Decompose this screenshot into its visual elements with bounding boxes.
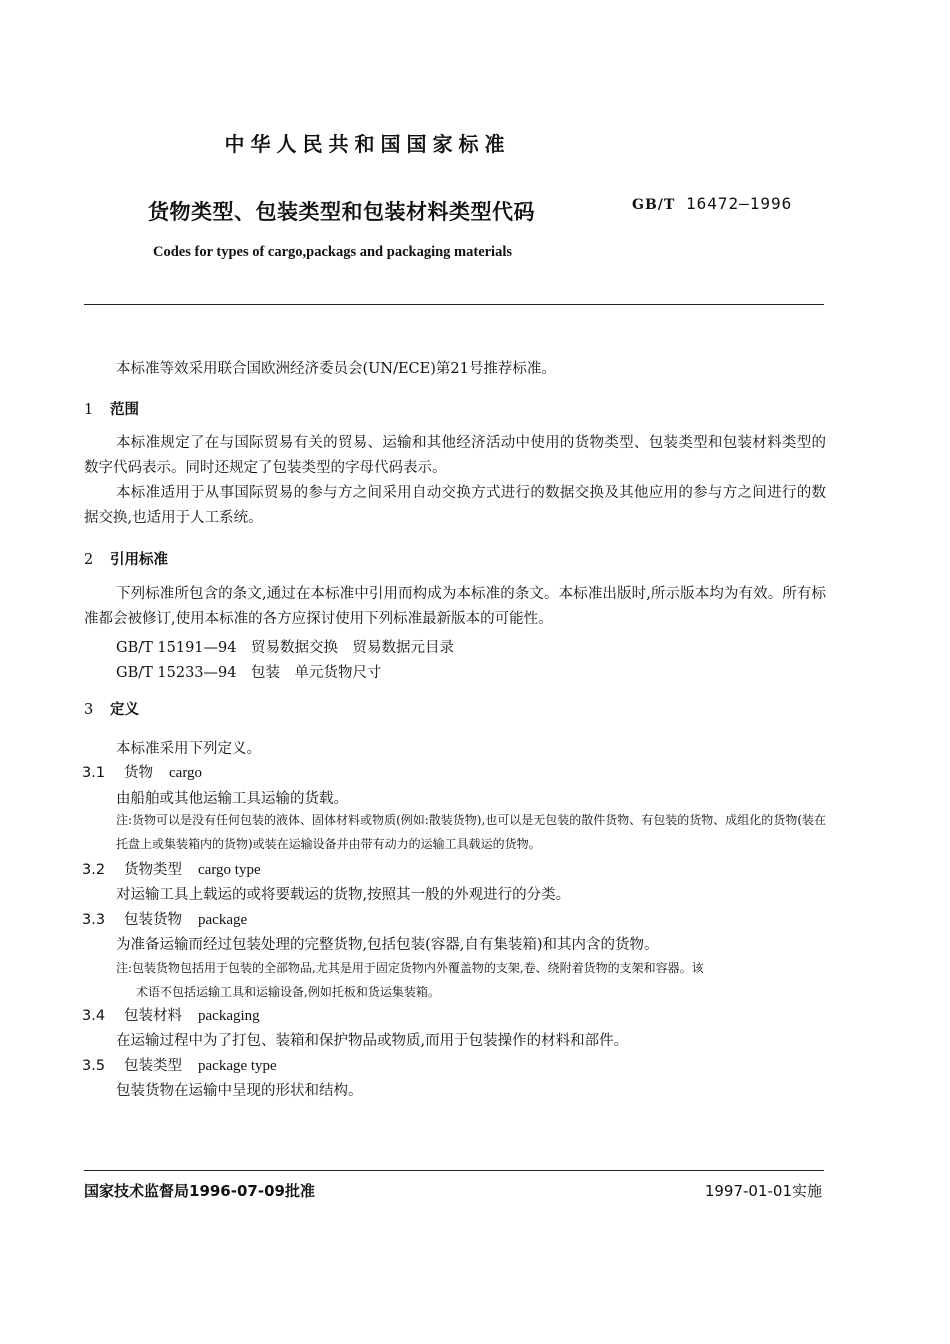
term-3-2-definition: 对运输工具上载运的或将要载运的货物,按照其一般的外观进行的分类。	[116, 887, 571, 903]
term-3-3-note-line-1: 注:包装货物包括用于包装的全部物品,尤其是用于固定货物内外覆盖物的支架,卷、绕附着货物的支架和容器。该	[116, 961, 704, 975]
term-en: package type	[198, 1058, 277, 1074]
term-number: 3.2	[82, 862, 106, 878]
section-3-title: 定义	[110, 702, 139, 718]
term-3-1-heading	[82, 761, 202, 782]
term-3-3-heading	[82, 908, 247, 929]
section-2-title: 引用标准	[110, 552, 168, 568]
implementation-date: 1997-01-01实施	[704, 1182, 822, 1200]
national-standard-heading: 中华人民共和国国家标准	[224, 132, 511, 156]
document-title-en: Codes for types of cargo,packags and packaging materials	[153, 244, 513, 260]
document-title-cn: 货物类型、包装类型和包装材料类型代码	[148, 200, 535, 224]
term-number: 3.5	[82, 1058, 106, 1074]
standard-code	[632, 194, 792, 213]
term-3-3-definition: 为准备运输而经过包装处理的完整货物,包括包装(容器,自有集装箱)和其内含的货物。	[116, 937, 659, 953]
term-number: 3.1	[82, 765, 106, 781]
term-3-1-note: 注:货物可以是没有任何包装的液体、固体材料或物质(例如:散装货物),也可以是无包装的散件货物、有包装的货物、成组化的货物(装在托盘上或集装箱内的货物)或装在运输设备并由带有动力的运输工具载运的货物。	[116, 813, 826, 851]
section-2-paragraph-1: 下列标准所包含的条文,通过在本标准中引用而构成为本标准的条文。本标准出版时,所示版本均为有效。所有标准都会被修订,使用本标准的各方应探讨使用下列标准最新版本的可能性。	[84, 586, 826, 627]
term-cn: 包装货物	[124, 912, 182, 928]
section-3-intro: 本标准采用下列定义。	[116, 741, 261, 757]
term-number: 3.4	[82, 1008, 106, 1024]
approval-date: 国家技术监督局1996-07-09批准	[84, 1182, 315, 1200]
term-3-4-definition: 在运输过程中为了打包、装箱和保护物品或物质,而用于包装操作的材料和部件。	[116, 1033, 629, 1049]
header-divider	[84, 304, 824, 305]
section-2-number: 2	[84, 552, 94, 568]
term-cn: 包装材料	[124, 1008, 182, 1024]
standard-code-prefix: GB/T	[632, 197, 676, 213]
standard-code-number: 16472—1996	[685, 194, 793, 213]
term-3-2-heading	[82, 858, 261, 879]
term-3-4-heading	[82, 1004, 260, 1025]
term-cn: 包装类型	[124, 1058, 182, 1074]
term-number: 3.3	[82, 912, 106, 928]
section-1-paragraph-1: 本标准规定了在与国际贸易有关的贸易、运输和其他经济活动中使用的货物类型、包装类型和包装材料类型的数字代码表示。同时还规定了包装类型的字母代码表示。	[84, 435, 826, 476]
section-1-title: 范围	[110, 402, 139, 418]
section-3-number: 3	[84, 702, 94, 718]
term-en: packaging	[198, 1008, 260, 1024]
term-en: cargo	[169, 765, 203, 781]
reference-standard-2: GB/T 15233—94 包装 单元货物尺寸	[116, 665, 382, 681]
footer-divider	[84, 1170, 824, 1171]
term-3-5-definition: 包装货物在运输中呈现的形状和结构。	[116, 1083, 363, 1099]
term-3-5-heading	[82, 1054, 277, 1075]
section-1-paragraph-2: 本标准适用于从事国际贸易的参与方之间采用自动交换方式进行的数据交换及其他应用的参与方之间进行的数据交换,也适用于人工系统。	[84, 485, 826, 526]
section-3-heading	[84, 698, 139, 719]
section-1-number: 1	[84, 402, 94, 418]
section-1-heading	[84, 398, 139, 419]
term-cn: 货物	[124, 765, 153, 781]
term-3-3-note-line-2: 术语不包括运输工具和运输设备,例如托板和货运集装箱。	[136, 985, 440, 999]
term-en: package	[198, 912, 248, 928]
term-cn: 货物类型	[124, 862, 182, 878]
term-en: cargo type	[198, 862, 261, 878]
section-2-heading	[84, 548, 168, 569]
reference-standard-1: GB/T 15191—94 贸易数据交换 贸易数据元目录	[116, 640, 454, 656]
term-3-1-definition: 由船舶或其他运输工具运输的货载。	[116, 791, 348, 807]
intro-text: 本标准等效采用联合国欧洲经济委员会(UN/ECE)第21号推荐标准。	[116, 361, 556, 377]
